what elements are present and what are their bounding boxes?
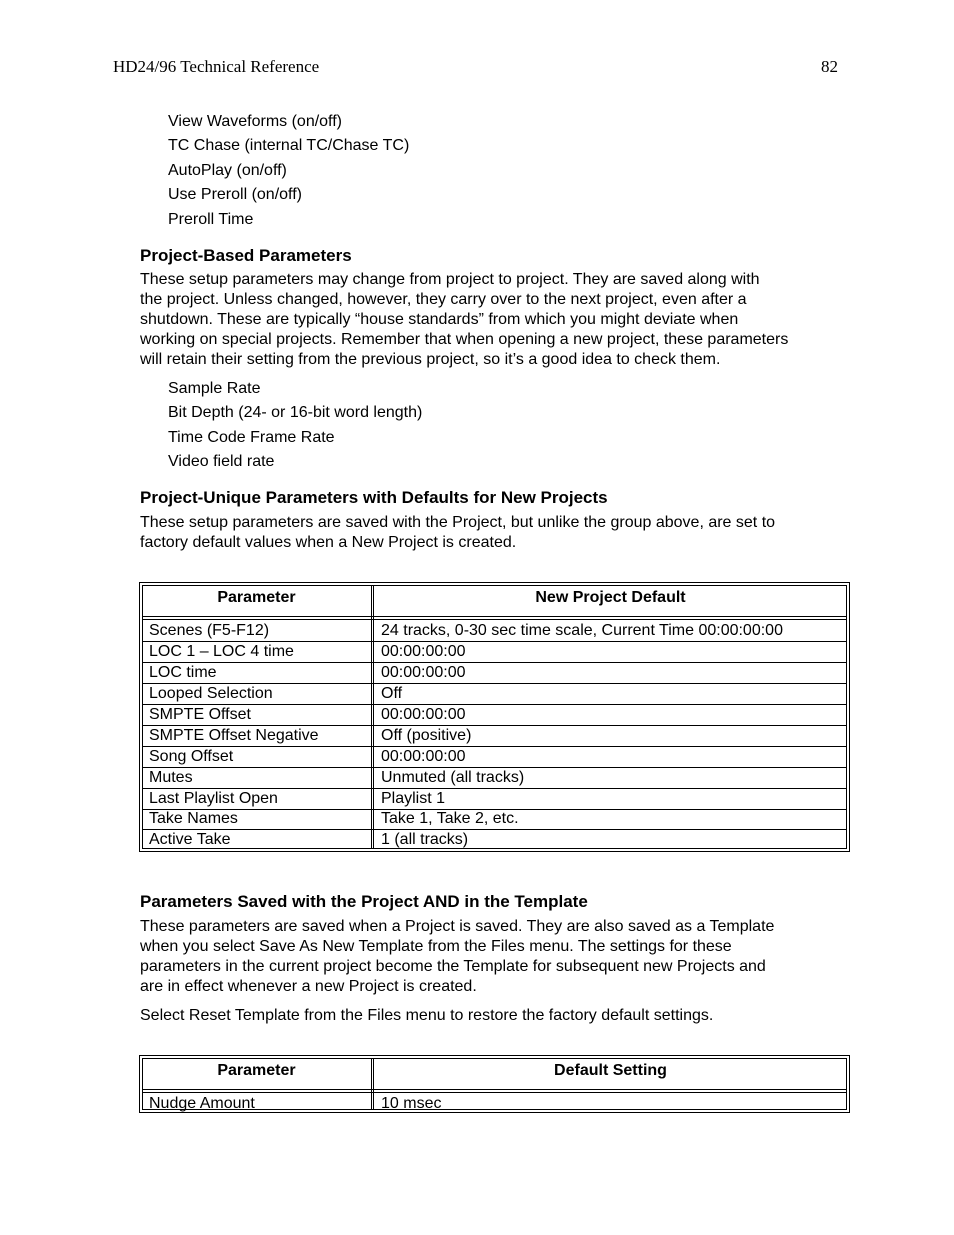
list-item: Time Code Frame Rate xyxy=(168,429,335,446)
table-cell-parameter: Last Playlist Open xyxy=(149,790,278,807)
table-cell-parameter: Nudge Amount xyxy=(149,1095,255,1112)
template-table xyxy=(139,1055,850,1113)
paragraph-line: will retain their setting from the previous project, so it’s a good idea to check them. xyxy=(140,351,721,368)
table-cell-value: Take 1, Take 2, etc. xyxy=(381,810,519,827)
table-cell-parameter: LOC 1 – LOC 4 time xyxy=(149,643,294,660)
document-header-title: HD24/96 Technical Reference xyxy=(113,57,320,76)
table-cell-value: 10 msec xyxy=(381,1095,442,1112)
list-item: Bit Depth (24- or 16-bit word length) xyxy=(168,404,423,421)
table-cell-parameter: Song Offset xyxy=(149,748,234,765)
table-cell-value: Unmuted (all tracks) xyxy=(381,769,525,786)
list-item: Sample Rate xyxy=(168,380,261,397)
column-header-default: New Project Default xyxy=(535,589,686,606)
defaults-table xyxy=(139,582,850,852)
list-item: AutoPlay (on/off) xyxy=(168,162,287,179)
column-header-default: Default Setting xyxy=(554,1062,667,1079)
table-cell-parameter: Active Take xyxy=(149,831,231,848)
paragraph-line: when you select Save As New Template from the Files menu. The settings for these xyxy=(140,938,732,955)
section-heading: Project-Based Parameters xyxy=(140,246,352,265)
row-divider xyxy=(142,746,847,747)
table-cell-value: Playlist 1 xyxy=(381,790,446,807)
table-cell-value: Off xyxy=(381,685,403,702)
page-number: 82 xyxy=(821,57,838,76)
header-divider xyxy=(142,1089,847,1090)
row-divider xyxy=(142,829,847,830)
table-cell-parameter: SMPTE Offset Negative xyxy=(149,727,319,744)
list-item: Preroll Time xyxy=(168,211,254,228)
list-item: View Waveforms (on/off) xyxy=(168,113,342,130)
paragraph-line: shutdown. These are typically “house standards” from which you might deviate when xyxy=(140,311,739,328)
table-cell-value: Off (positive) xyxy=(381,727,472,744)
table-cell-parameter: LOC time xyxy=(149,664,217,681)
column-header-parameter: Parameter xyxy=(217,589,296,606)
table-cell-value: 00:00:00:00 xyxy=(381,706,466,723)
table-cell-value: 00:00:00:00 xyxy=(381,643,466,660)
section-heading: Parameters Saved with the Project AND in the Template xyxy=(140,892,588,911)
paragraph-line: These setup parameters are saved with the Project, but unlike the group above, are set to xyxy=(140,514,776,531)
table-cell-value: 24 tracks, 0-30 sec time scale, Current Time 00:00:00:00 xyxy=(381,622,783,639)
paragraph-line: parameters in the current project become the Template for subsequent new Projects and xyxy=(140,958,766,975)
paragraph-line: are in effect whenever a new Project is created. xyxy=(140,978,477,995)
section-heading: Project-Unique Parameters with Defaults for New Projects xyxy=(140,488,608,507)
column-header-parameter: Parameter xyxy=(217,1062,296,1079)
paragraph-line: working on special projects. Remember that when opening a new project, these parameters xyxy=(140,331,789,348)
table-cell-value: 00:00:00:00 xyxy=(381,664,466,681)
paragraph-line: the project. Unless changed, however, they carry over to the next project, even after a xyxy=(140,291,747,308)
section-paragraph xyxy=(140,917,850,997)
section-note xyxy=(140,1006,850,1026)
section-paragraph xyxy=(140,513,850,553)
table-cell-parameter: Looped Selection xyxy=(149,685,273,702)
table-cell-parameter: SMPTE Offset xyxy=(149,706,251,723)
table-cell-parameter: Scenes (F5-F12) xyxy=(149,622,270,639)
header-divider xyxy=(142,616,847,617)
paragraph-line: factory default values when a New Project is created. xyxy=(140,534,517,551)
table-cell-value: 1 (all tracks) xyxy=(381,831,469,848)
list-item: TC Chase (internal TC/Chase TC) xyxy=(168,137,410,154)
table-cell-value: 00:00:00:00 xyxy=(381,748,466,765)
table-cell-parameter: Mutes xyxy=(149,769,193,786)
paragraph-line: These setup parameters may change from project to project. They are saved along with xyxy=(140,271,760,288)
paragraph-line: Select Reset Template from the Files menu to restore the factory default settings. xyxy=(140,1007,714,1024)
row-divider xyxy=(142,662,847,663)
paragraph-line: These parameters are saved when a Project is saved. They are also saved as a Template xyxy=(140,918,775,935)
list-item: Video field rate xyxy=(168,453,275,470)
list-item: Use Preroll (on/off) xyxy=(168,186,302,203)
table-cell-parameter: Take Names xyxy=(149,810,238,827)
section-paragraph xyxy=(140,270,850,370)
